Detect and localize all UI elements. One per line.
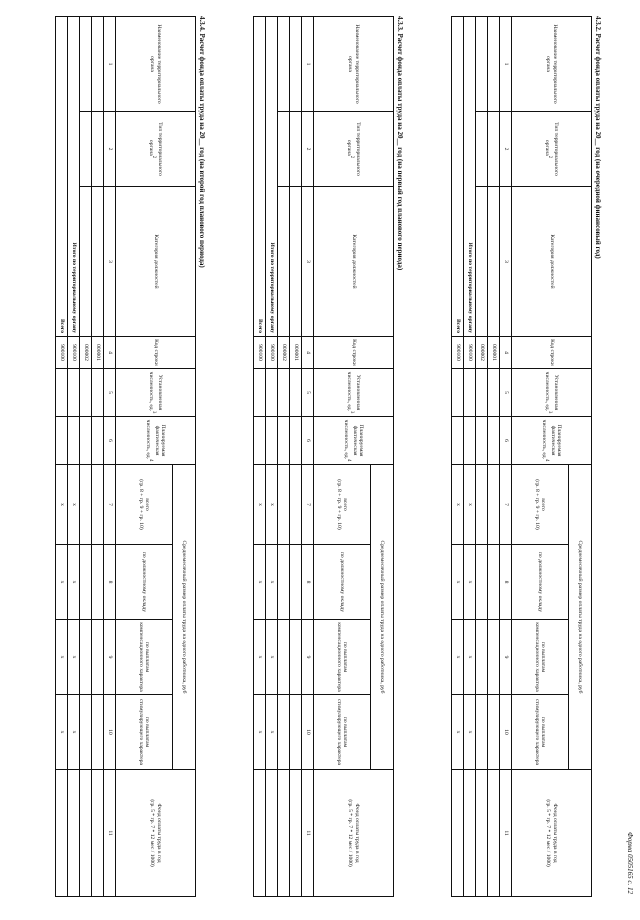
cell-type[interactable] (488, 112, 500, 187)
cell-stim[interactable] (92, 695, 104, 770)
cell-code: 000002 (476, 337, 488, 369)
cell-fund[interactable] (290, 770, 302, 897)
col-number: 3 (500, 187, 512, 337)
hdr-name: Наименование территориального органа (314, 17, 394, 112)
table-row (476, 17, 488, 897)
cell-comp: х (266, 620, 278, 695)
cell-fund[interactable] (464, 770, 476, 897)
hdr-total: всего (гр. 8 + гр. 9 + гр. 10) (116, 465, 173, 545)
cell-fund[interactable] (56, 770, 68, 897)
hdr-code: Код строки (314, 337, 394, 369)
cell-salary: х (68, 545, 80, 620)
cell-staff[interactable] (68, 369, 80, 417)
col-number: 4 (104, 337, 116, 369)
header-row-1 (371, 17, 394, 897)
col-number: 1 (500, 17, 512, 112)
col-number: 6 (104, 417, 116, 465)
table-row (488, 17, 500, 897)
cell-planned[interactable] (476, 417, 488, 465)
hdr-code: Код строки (116, 337, 196, 369)
table-row (92, 17, 104, 897)
table-row (278, 17, 290, 897)
cell-salary: х (452, 545, 464, 620)
cell-name[interactable] (80, 17, 92, 112)
cell-type[interactable] (290, 112, 302, 187)
column-number-row (302, 17, 314, 897)
cell-code: 000002 (80, 337, 92, 369)
hdr-total: всего (гр. 8 + гр. 9 + гр. 10) (314, 465, 371, 545)
cell-staff[interactable] (56, 369, 68, 417)
col-number: 2 (104, 112, 116, 187)
col-number: 3 (302, 187, 314, 337)
hdr-salary: по должностному окладу (116, 545, 173, 620)
cell-category[interactable] (476, 187, 488, 337)
cell-salary[interactable] (80, 545, 92, 620)
hdr-avg-group: Среднемесячный размер оплаты труда на одного работника, руб (371, 465, 394, 770)
cell-category[interactable] (92, 187, 104, 337)
hdr-total: всего (гр. 8 + гр. 9 + гр. 10) (512, 465, 569, 545)
cell-total[interactable] (80, 465, 92, 545)
grand-total-row (452, 17, 464, 897)
col-number: 2 (500, 112, 512, 187)
cell-planned[interactable] (80, 417, 92, 465)
section-2 (253, 16, 406, 896)
total-code: 900100 (254, 337, 266, 369)
col-number: 4 (302, 337, 314, 369)
cell-stim: х (254, 695, 266, 770)
cell-salary: х (266, 545, 278, 620)
col-number: 10 (500, 695, 512, 770)
col-number: 8 (104, 545, 116, 620)
total-code: 900100 (452, 337, 464, 369)
total-label: Итого по территориальному органу (266, 17, 278, 337)
total-code: 900100 (56, 337, 68, 369)
cell-total: х (254, 465, 266, 545)
cell-code: 000001 (488, 337, 500, 369)
cell-planned[interactable] (278, 417, 290, 465)
hdr-category: Категория должностей (314, 187, 394, 337)
header-row-1 (173, 17, 196, 897)
cell-stim: х (464, 695, 476, 770)
cell-code: 000001 (290, 337, 302, 369)
hdr-comp: по выплатам компенсационного характера (116, 620, 173, 695)
cell-staff[interactable] (452, 369, 464, 417)
cell-fund[interactable] (452, 770, 464, 897)
hdr-code: Код строки (512, 337, 592, 369)
total-label: Всего (56, 17, 68, 337)
col-number: 11 (500, 770, 512, 897)
table-row (80, 17, 92, 897)
hdr-category: Категория должностей (512, 187, 592, 337)
grand-total-row (254, 17, 266, 897)
cell-fund[interactable] (488, 770, 500, 897)
total-territorial-row (68, 17, 80, 897)
cell-salary: х (254, 545, 266, 620)
col-number: 5 (302, 369, 314, 417)
payroll-table (253, 16, 394, 897)
cell-total[interactable] (290, 465, 302, 545)
section-title: 4.3.4. Расчет фонда оплаты труда на 20__ год (на второй год планового периода) (198, 16, 206, 268)
col-number: 3 (104, 187, 116, 337)
cell-stim: х (56, 695, 68, 770)
cell-total: х (452, 465, 464, 545)
col-number: 11 (302, 770, 314, 897)
cell-stim: х (266, 695, 278, 770)
cell-comp: х (452, 620, 464, 695)
cell-salary[interactable] (488, 545, 500, 620)
hdr-stim: по выплатам стимулирующего характера (116, 695, 173, 770)
cell-comp[interactable] (488, 620, 500, 695)
col-number: 8 (500, 545, 512, 620)
table-row (290, 17, 302, 897)
cell-planned[interactable] (452, 417, 464, 465)
col-number: 1 (104, 17, 116, 112)
col-number: 7 (104, 465, 116, 545)
cell-planned[interactable] (92, 417, 104, 465)
cell-staff[interactable] (254, 369, 266, 417)
cell-fund[interactable] (92, 770, 104, 897)
form-number-label: Форма 0505165 с. 12 (626, 832, 634, 894)
cell-type[interactable] (278, 112, 290, 187)
hdr-planned: Планируемая фактическая численность, ед.$^4$ (512, 417, 592, 465)
hdr-comp: по выплатам компенсационного характера (512, 620, 569, 695)
col-number: 7 (302, 465, 314, 545)
cell-stim: х (68, 695, 80, 770)
hdr-fund: Фонд оплаты труда в год (гр. 5 * гр. 7 * 12 мес / 1000) (116, 770, 196, 897)
cell-name[interactable] (290, 17, 302, 112)
cell-total: х (266, 465, 278, 545)
payroll-table (55, 16, 196, 897)
cell-total[interactable] (488, 465, 500, 545)
hdr-staff: Установленная численность, ед.$^3$ (512, 369, 592, 417)
cell-fund[interactable] (278, 770, 290, 897)
cell-category[interactable] (278, 187, 290, 337)
section-title: 4.3.3. Расчет фонда оплаты труда на 20__ год (на первый год планового периода) (396, 16, 404, 271)
cell-comp[interactable] (80, 620, 92, 695)
total-label: Итого по территориальному органу (464, 17, 476, 337)
hdr-planned: Планируемая фактическая численность, ед.$^4$ (314, 417, 394, 465)
cell-type[interactable] (80, 112, 92, 187)
cell-total[interactable] (278, 465, 290, 545)
cell-salary[interactable] (290, 545, 302, 620)
col-number: 2 (302, 112, 314, 187)
col-number: 8 (302, 545, 314, 620)
hdr-staff: Установленная численность, ед.$^3$ (116, 369, 196, 417)
cell-staff[interactable] (92, 369, 104, 417)
hdr-avg-group: Среднемесячный размер оплаты труда на одного работника, руб (173, 465, 196, 770)
cell-name[interactable] (488, 17, 500, 112)
cell-planned[interactable] (266, 417, 278, 465)
cell-stim[interactable] (476, 695, 488, 770)
section-1 (451, 16, 604, 896)
cell-salary: х (464, 545, 476, 620)
hdr-staff: Установленная численность, ед.$^3$ (314, 369, 394, 417)
section-title: 4.3.2. Расчет фонда оплаты труда на 20__ год (на очередной финансовый год) (594, 16, 602, 259)
col-number: 9 (104, 620, 116, 695)
cell-staff[interactable] (278, 369, 290, 417)
cell-stim[interactable] (488, 695, 500, 770)
cell-total[interactable] (92, 465, 104, 545)
hdr-type: Тип территориального органа$^2$ (314, 112, 394, 187)
cell-salary[interactable] (476, 545, 488, 620)
cell-code: 000002 (278, 337, 290, 369)
cell-code: 000001 (92, 337, 104, 369)
cell-staff[interactable] (266, 369, 278, 417)
total-label: Всего (452, 17, 464, 337)
cell-stim[interactable] (290, 695, 302, 770)
col-number: 10 (302, 695, 314, 770)
hdr-planned: Планируемая фактическая численность, ед.$^4$ (116, 417, 196, 465)
hdr-stim: по выплатам стимулирующего характера (512, 695, 569, 770)
cell-planned[interactable] (488, 417, 500, 465)
cell-comp[interactable] (278, 620, 290, 695)
payroll-table (451, 16, 592, 897)
col-number: 10 (104, 695, 116, 770)
cell-planned[interactable] (464, 417, 476, 465)
cell-type[interactable] (476, 112, 488, 187)
cell-comp: х (254, 620, 266, 695)
cell-stim[interactable] (278, 695, 290, 770)
total-code: 900100 (68, 337, 80, 369)
cell-fund[interactable] (266, 770, 278, 897)
cell-total: х (56, 465, 68, 545)
cell-salary[interactable] (278, 545, 290, 620)
cell-staff[interactable] (290, 369, 302, 417)
cell-staff[interactable] (464, 369, 476, 417)
col-number: 9 (500, 620, 512, 695)
cell-comp: х (68, 620, 80, 695)
cell-comp: х (464, 620, 476, 695)
total-code: 900100 (464, 337, 476, 369)
col-number: 7 (500, 465, 512, 545)
cell-salary: х (56, 545, 68, 620)
cell-fund[interactable] (476, 770, 488, 897)
total-code: 900100 (266, 337, 278, 369)
hdr-category: Категория должностей (116, 187, 196, 337)
cell-category[interactable] (488, 187, 500, 337)
cell-name[interactable] (476, 17, 488, 112)
total-territorial-row (266, 17, 278, 897)
cell-planned[interactable] (68, 417, 80, 465)
cell-fund[interactable] (68, 770, 80, 897)
hdr-salary: по должностному окладу (512, 545, 569, 620)
col-number: 6 (500, 417, 512, 465)
cell-staff[interactable] (476, 369, 488, 417)
cell-planned[interactable] (254, 417, 266, 465)
cell-planned[interactable] (56, 417, 68, 465)
cell-staff[interactable] (488, 369, 500, 417)
cell-staff[interactable] (80, 369, 92, 417)
total-territorial-row (464, 17, 476, 897)
cell-stim[interactable] (80, 695, 92, 770)
hdr-avg-group: Среднемесячный размер оплаты труда на одного работника, руб (569, 465, 592, 770)
cell-salary[interactable] (92, 545, 104, 620)
cell-total: х (464, 465, 476, 545)
hdr-type: Тип территориального органа$^2$ (116, 112, 196, 187)
col-number: 5 (104, 369, 116, 417)
col-number: 1 (302, 17, 314, 112)
col-number: 9 (302, 620, 314, 695)
cell-comp[interactable] (92, 620, 104, 695)
hdr-salary: по должностному окладу (314, 545, 371, 620)
grand-total-row (56, 17, 68, 897)
total-label: Итого по территориальному органу (68, 17, 80, 337)
cell-planned[interactable] (290, 417, 302, 465)
cell-type[interactable] (92, 112, 104, 187)
cell-category[interactable] (80, 187, 92, 337)
hdr-name: Наименование территориального органа (512, 17, 592, 112)
col-number: 6 (302, 417, 314, 465)
cell-total[interactable] (476, 465, 488, 545)
cell-total: х (68, 465, 80, 545)
column-number-row (104, 17, 116, 897)
hdr-fund: Фонд оплаты труда в год (гр. 5 * гр. 7 * 12 мес / 1000) (314, 770, 394, 897)
header-row-1 (569, 17, 592, 897)
hdr-name: Наименование территориального органа (116, 17, 196, 112)
cell-name[interactable] (278, 17, 290, 112)
hdr-stim: по выплатам стимулирующего характера (314, 695, 371, 770)
cell-comp[interactable] (290, 620, 302, 695)
cell-stim: х (452, 695, 464, 770)
section-3 (55, 16, 208, 896)
hdr-fund: Фонд оплаты труда в год (гр. 5 * гр. 7 * 12 мес / 1000) (512, 770, 592, 897)
hdr-type: Тип территориального органа$^2$ (512, 112, 592, 187)
column-number-row (500, 17, 512, 897)
hdr-comp: по выплатам компенсационного характера (314, 620, 371, 695)
cell-category[interactable] (290, 187, 302, 337)
col-number: 5 (500, 369, 512, 417)
col-number: 4 (500, 337, 512, 369)
col-number: 11 (104, 770, 116, 897)
cell-fund[interactable] (254, 770, 266, 897)
total-label: Всего (254, 17, 266, 337)
cell-comp[interactable] (476, 620, 488, 695)
cell-fund[interactable] (80, 770, 92, 897)
cell-comp: х (56, 620, 68, 695)
cell-name[interactable] (92, 17, 104, 112)
